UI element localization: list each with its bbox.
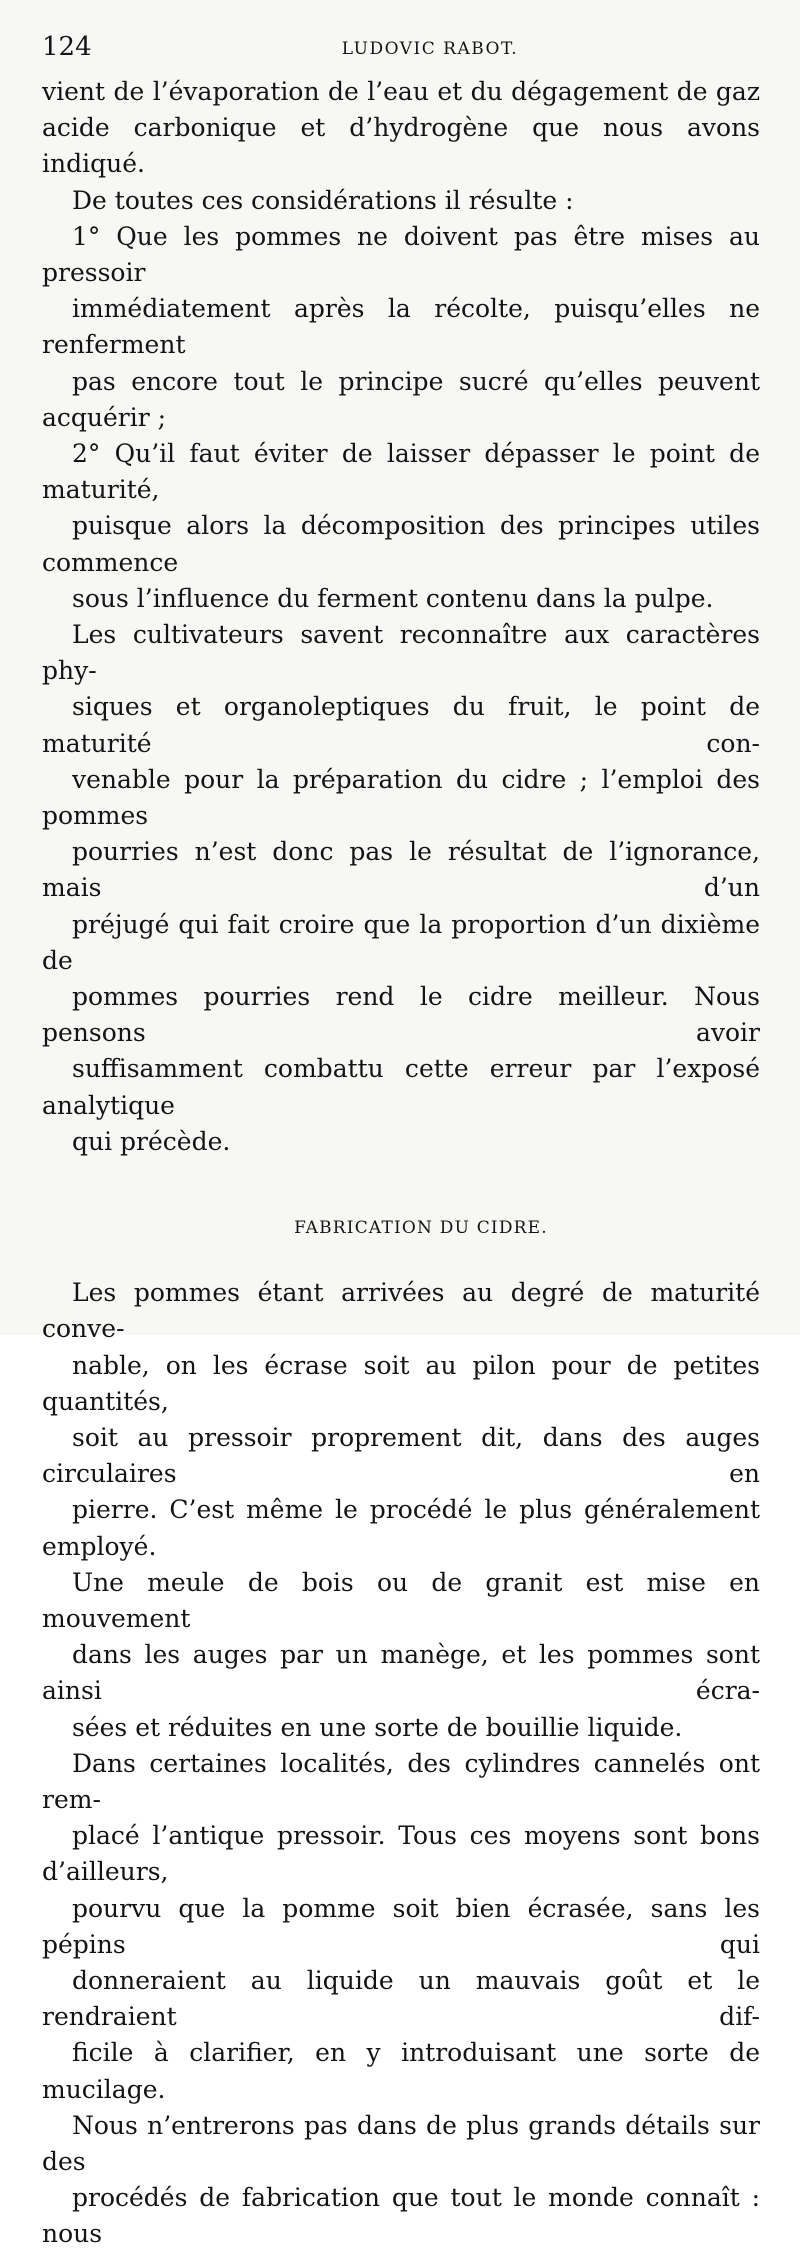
text-line: sous l’influence du ferment contenu dans la pulpe.: [72, 583, 714, 613]
text-line: pierre. C’est même le procédé le plus généralement employé.: [42, 1495, 760, 1561]
text-line: Les cultivateurs savent reconnaître aux caractères phy-: [42, 620, 760, 686]
text-line: Une meule de bois ou de granit est mise en mouvement: [42, 1567, 760, 1633]
page-body: [42, 74, 760, 2253]
text-line: Les pommes étant arrivées au degré de maturité conve-: [42, 1278, 760, 1344]
page-number: 124: [42, 32, 92, 62]
section-paragraphs: [42, 1275, 760, 2252]
text-line: pourvu que la pomme soit bien écrasée, sans les pépins qui: [42, 1893, 760, 1959]
text-line: qui précède.: [72, 1126, 231, 1156]
text-line: donneraient au liquide un mauvais goût et le rendraient dif-: [42, 1965, 760, 2032]
text-line: préjugé qui fait croire que la proportion d’un dixième de: [42, 909, 760, 975]
text-line: vient de l’évaporation de l’eau et du dégagement de gaz: [42, 77, 760, 106]
text-line: sées et réduites en une sorte de bouillie liquide.: [72, 1712, 683, 1742]
text-line: nable, on les écrase soit au pilon pour de petites quantités,: [42, 1350, 760, 1416]
text-line: Nous n’entrerons pas dans de plus grands détails sur des: [42, 2110, 760, 2176]
paragraph: [42, 2108, 760, 2253]
paragraph: [42, 74, 760, 183]
paragraph: [42, 1746, 760, 2108]
paragraph: [42, 1275, 760, 1746]
text-line: 2° Qu’il faut éviter de laisser dépasser le point de maturité,: [42, 439, 760, 505]
text-line: venable pour la préparation du cidre ; l’emploi des pommes: [42, 764, 760, 831]
text-line: pommes pourries rend le cidre meilleur. Nous pensons avoir: [42, 982, 760, 1048]
text-line: placé l’antique pressoir. Tous ces moyens sont bons d’ailleurs,: [42, 1821, 760, 1887]
paragraph: [42, 219, 760, 436]
text-line: procédés de fabrication que tout le monde connaît : nous: [42, 2183, 760, 2249]
text-line: 1° Que les pommes ne doivent pas être mises au pressoir: [42, 221, 760, 288]
page-header: [42, 30, 758, 64]
text-line: ficile à clarifier, en y introduisant une sorte de mucilage.: [42, 2038, 760, 2104]
paragraph: [42, 183, 760, 219]
text-line: pas encore tout le principe sucré qu’elles peuvent acquérir ;: [42, 366, 760, 432]
text-line: siques et organoleptiques du fruit, le point de maturité con-: [42, 692, 760, 758]
paragraph: [42, 617, 760, 1160]
text-line: pourries n’est donc pas le résultat de l’ignorance, mais d’un: [42, 837, 760, 903]
text-line: Dans certaines localités, des cylindres cannelés ont rem-: [42, 1748, 760, 1814]
text-line: puisque alors la décomposition des principes utiles commence: [42, 511, 760, 577]
text-line: De toutes ces considérations il résulte :: [72, 185, 574, 215]
text-line: acide carbonique et d’hydrogène que nous avons indiqué.: [42, 113, 760, 179]
paragraphs-before-section: [42, 74, 760, 1160]
paragraph: [42, 436, 760, 617]
text-line: soit au pressoir proprement dit, dans des auges circulaires en: [42, 1422, 760, 1489]
section-title: FABRICATION DU CIDRE.: [294, 1218, 548, 1239]
text-line: suffisamment combattu cette erreur par l’exposé analytique: [42, 1054, 760, 1120]
running-title: LUDOVIC RABOT.: [341, 39, 519, 59]
text-line: immédiatement après la récolte, puisqu’elles ne renferment: [42, 294, 760, 360]
text-line: dans les auges par un manège, et les pommes sont ainsi écra-: [42, 1640, 760, 1706]
